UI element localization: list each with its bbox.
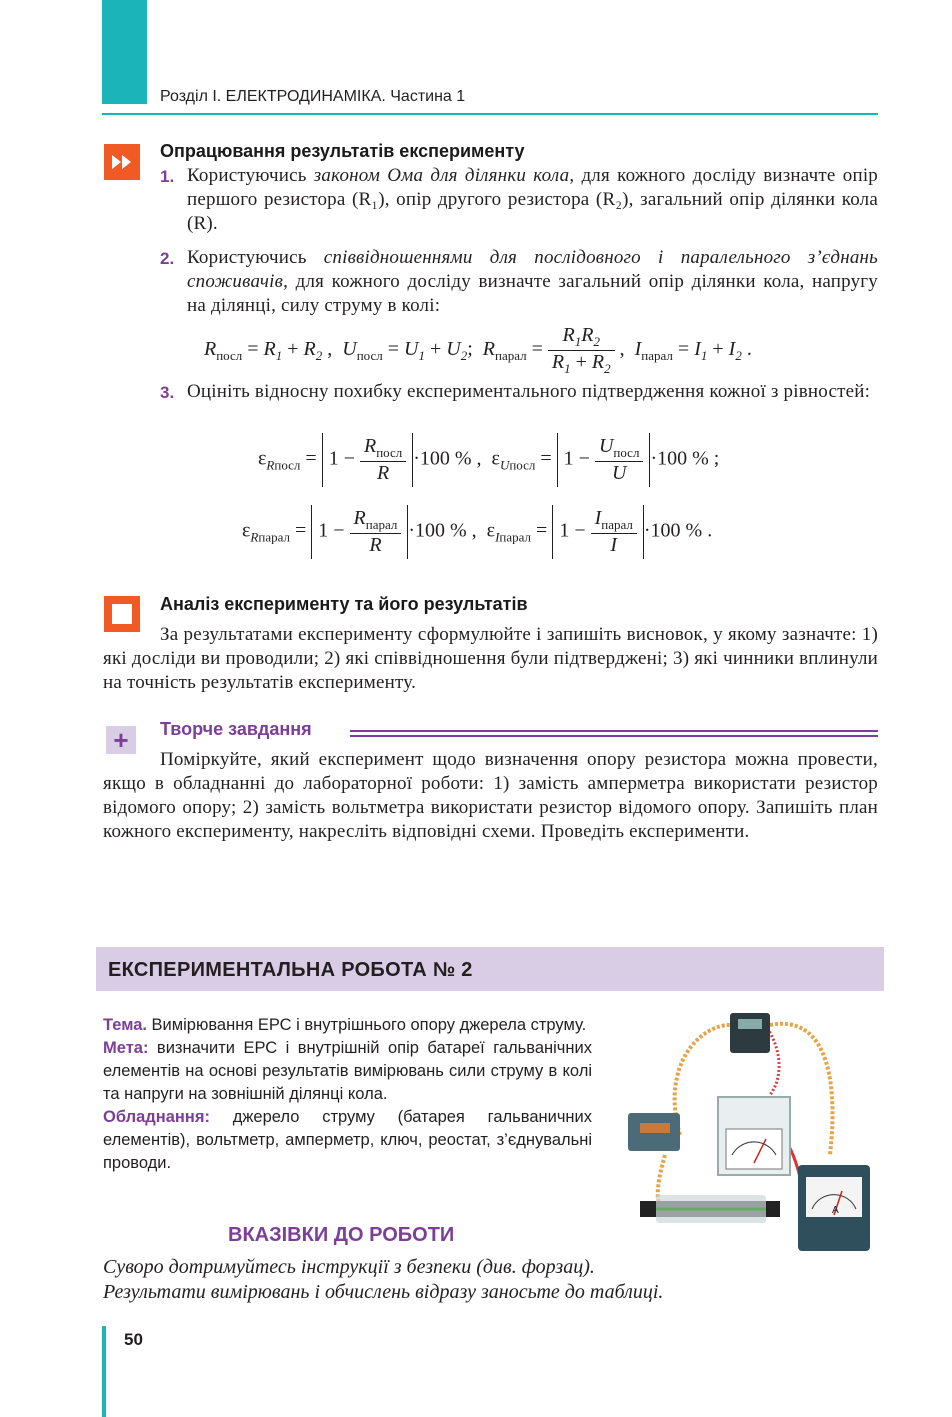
page-margin-bar: [102, 1326, 106, 1417]
equipment-line: Обладнання: джерело струму (батарея гальваничних елементів), вольтметр, амперметр, ключ, реостат, з’єднувальні проводи.: [103, 1108, 592, 1172]
processing-item-1: Користуючись законом Ома для ділянки кола, для кожного досліду визначте опір першого резистора (R₁), опір другого резистора (R₂), загальний опір ділянки кола (R).: [187, 165, 878, 234]
item-number: 1.: [160, 167, 175, 186]
processing-item-3: Оцініть відносну похибку експериментального підтвердження кожної з рівностей:: [187, 381, 871, 402]
goal-line: Мета: визначити ЕРС і внутрішній опір батареї гальванічних елементів на основі результатів вимірювань сили струму в колі та напруги на зовнішній ділянці кола.: [103, 1039, 592, 1103]
page-number: 50: [124, 1330, 143, 1349]
topic-line: Тема. Вимірювання ЕРС і внутрішнього опору джерела струму.: [103, 1016, 587, 1034]
header-rule: [102, 113, 878, 115]
formula-series-parallel: $R_{посл} = R_1 + R_2$ , $U_{посл} = U_1 + U_2$; $R_{парал}$ = $\frac{R_1R_2}{R_1 + R_2}$ , $I_{парал} = I_1 + I_2$ .: [204, 324, 752, 376]
fast-forward-icon: [104, 144, 140, 180]
ammeter-symbol: A: [832, 1205, 839, 1216]
item-number: 3.: [160, 383, 175, 402]
chapter-tab: [102, 0, 147, 104]
creative-title: Творче завдання: [160, 719, 312, 739]
analysis-text: За результатами експерименту сформулюйте і запишіть висновок, у якому зазначте: 1) які досліди ви проводили; 2) які співвідношення були підтверджені; 3) які чинники вплинули на точність результатів експерименту.: [103, 624, 878, 693]
creative-text: Поміркуйте, який експеримент щодо визначення опору резистора можна провести, якщо в обладнанні до лабораторної роботи: 1) замість амперметра використати резистор відомого опору; 2) замість вольтметра використати резистор відомого опору. Запишіть план кожного експерименту, накресліть відповідні схеми. Проведіть експерименти.: [103, 749, 878, 842]
experiment-title: ЕКСПЕРИМЕНТАЛЬНА РОБОТА № 2: [108, 959, 473, 981]
formula-error-r-u: $\varepsilon_{Rпосл} = 1$ − $\frac{R_{посл}}{R}$ ·100 % , $\varepsilon_{Uпосл} = 1$ − $\frac{U_{посл}}{U}$ ·100 % ;: [258, 433, 719, 487]
guidance-line-2: Результати вимірювань і обчислень відразу заносьте до таблиці.: [103, 1281, 664, 1303]
title-rule: [350, 730, 878, 732]
guidance-title: ВКАЗІВКИ ДО РОБОТИ: [228, 1224, 455, 1246]
equipment-photo: [620, 1005, 882, 1255]
title-rule: [350, 735, 878, 737]
guidance-line-1: Суворо дотримуйтесь інструкції з безпеки (див. форзац).: [103, 1256, 595, 1278]
experiment-meta: [103, 1014, 592, 1175]
formula-error-r-i: $\varepsilon_{Rпарал} = 1$ − $\frac{R_{парал}}{R}$ ·100 % , $\varepsilon_{Iпарал} = 1$ − $\frac{I_{парал}}{I}$ ·100 % .: [242, 505, 712, 559]
plus-icon: +: [106, 726, 136, 754]
processing-title: Опрацювання результатів експерименту: [160, 141, 525, 161]
item-number: 2.: [160, 249, 175, 268]
running-header: Розділ І. ЕЛЕКТРОДИНАМІКА. Частина 1: [160, 88, 466, 105]
analysis-title: Аналіз експерименту та його результатів: [160, 594, 528, 614]
processing-item-2: Користуючись співвідношеннями для послідовного і паралельного з’єднань споживачів, для кожного досліду визначте загальний опір ділянки кола, напругу на ділянці, силу струму в колі:: [187, 247, 878, 316]
